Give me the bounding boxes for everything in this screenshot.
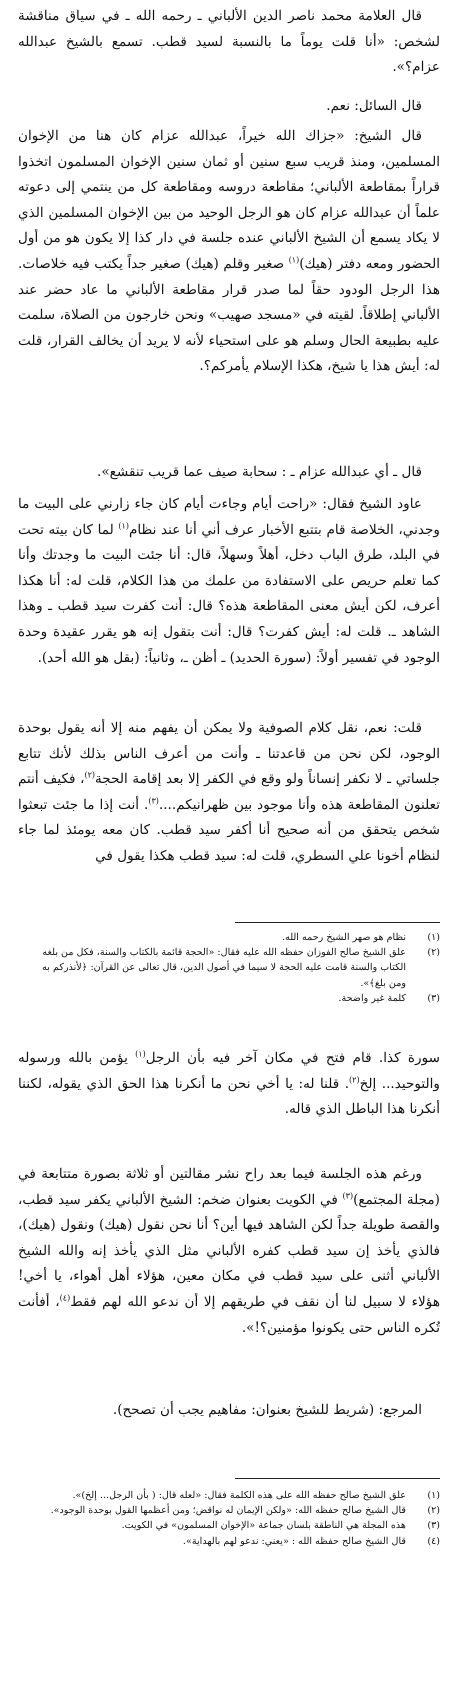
footnote-number: (٣) <box>427 1520 440 1532</box>
footnote-item <box>18 930 440 945</box>
footnote-text: كلمة غير واضحة. <box>338 992 406 1004</box>
footnotes-part2 <box>18 1488 440 1549</box>
sheikh-paragraph-1-text-cont: صغير وقلم (هيك) صغير جداً يكتب فيه خلاصات. هذا الرجل الودود حقاً لما صدر قرار مقاطعة الألباني ما عاد حضر عند الألباني إطلاقاً. لقيته في «مسجد صهيب» ونحن خارجون من الصلاة، سلمت عليه بطبيعة الحال وسلم هو على استحياء لأنه لا يريد أن يخالف القرار، قلت له: أيش هذا يا شيخ، هكذا الإسلام يأمركم؟. <box>18 255 440 375</box>
footnote-number: (٣) <box>427 992 440 1004</box>
footnote-marker: (٢) <box>349 1075 360 1085</box>
footnote-divider <box>235 922 440 923</box>
footnote-number: (١) <box>427 1490 440 1501</box>
footnote-item <box>18 1503 440 1518</box>
continuation-text-cont: يؤمن بالله ورسوله والتوحيد... إلخ <box>18 1050 440 1092</box>
footnote-text: علق الشيخ صالح حفظه الله على هذه الكلمة فقال: «لعله قال: ( بأن الرجل... إلخ)». <box>72 1490 406 1501</box>
continuation-paragraph <box>18 1046 440 1123</box>
footnote-item <box>18 1488 440 1503</box>
asker-reply-text: قال السائل: نعم. <box>326 98 422 114</box>
footnote-number: (٤) <box>427 1535 440 1547</box>
footnote-marker: (١) <box>118 521 129 531</box>
sheikh-paragraph-1-text: قال الشيخ: «جزاك الله خيراً، عبدالله عزام كان هنا من الإخوان المسلمين، ومنذ قريب سبع سنين أو ثمان سنين الإخوان المسلمون اتخذوا قراراً بمقاطعة الألباني؛ مقاطعة دروسه ومقاطعة كل من ينتمي إلى دعوته علماً أن عبدالله عزام كان هو الرجل الوحيد من بين الإخوان المسلمين الذي لا يكاد يسمع أن الشيخ الألباني عنده جلسة في دار كذا إلا يكون هو من أول الحضور ومعه دفتر (هيك) <box>18 128 440 272</box>
footnote-text: علق الشيخ صالح الفوزان حفظه الله عليه فقال: «الحجة قائمة بالكتاب والسنة، فكل من بلغه الكتاب والسنة قامت عليه الحجة لا سيما في أصول الدين، قال تعالى عن القرآن: ﴿لأنذركم به ومن بلغ﴾». <box>42 947 406 989</box>
intro-paragraph <box>18 4 440 81</box>
footnote-marker: (١) <box>288 255 300 265</box>
sheikh-paragraph-2-text-cont: لما كان بيته تحت في البلد، طرق الباب دخل، أهلاً وسهلاً، قال: أنا جئت البيت ما وجدتك وأنا كما تعلم حريص على الاستفادة من علمك من هذا الكلام، قلت له: أنا هكذا أعرف، لكن أيش معنى المقاطعة هذه؟ قال: أنت كفرت سيد قطب ـ وهذا الشاهد ـ. قلت له: أيش كفرت؟ قال: أنت بتقول إنه هو يقرر عقيدة وحدة الوجود في تفسير أولاً: (سورة الحديد) ـ أظن ـ، وثانياً: (بقل هو الله أحد). <box>18 521 440 666</box>
footnote-text: هذه المجلة هي الناطقة بلسان جماعة «الإخوان المسلمون» في الكويت. <box>121 1520 406 1532</box>
sheikh-paragraph-1 <box>18 124 440 380</box>
magazine-paragraph <box>18 1162 440 1341</box>
footnote-marker: (٢) <box>84 770 96 780</box>
footnotes-part1 <box>18 930 440 1006</box>
footnote-item <box>18 1518 440 1533</box>
azzam-reply-text: قال ـ أي عبدالله عزام ـ : سحابة صيف عما قريب تنقشع». <box>97 464 422 480</box>
footnote-number: (٢) <box>427 947 440 959</box>
footnote-item <box>18 945 440 991</box>
sheikh-paragraph-2 <box>18 492 440 671</box>
footnote-text: نظام هو صهر الشيخ رحمه الله. <box>282 932 406 943</box>
sheikh-paragraph-3-text: قلت: نعم، نقل كلام الصوفية ولا يمكن أن يفهم منه إلا أنه يقول بوحدة الوجود، لكن نحن من قاعدتنا ـ وأنت من أعرف الناس بذلك لأنك تتابع جلساتي ـ لا نكفر إنساناً ولو وقع في الكفر إلا بعد إقامة الحجة <box>18 720 440 788</box>
magazine-paragraph-text: ورغم هذه الجلسة فيما بعد راح نشر مقالتين أو ثلاثة بصورة متتابعة في (مجلة المجتمع) <box>18 1166 440 1208</box>
footnote-marker: (١) <box>135 1049 146 1059</box>
magazine-paragraph-text-cont: في الكويت بعنوان ضخم: الشيخ الألباني يكفر سيد قطب، والقصة طويلة جداً لكن الشاهد فيها أين؟ أنا نحن نقول (هيك) ونقول (هيك)، فالذي يأخذ إن سيد قطب كفره الألباني مثل الذي يأخذ إنه والله الشيخ الألباني أثنى على سيد قطب في مكان معين، هؤلاء أهل أهواء، يا أخي! هؤلاء لا سبيل لنا أن نقف في طريقهم إلا أن ندعو الله لهم فقط <box>18 1191 440 1310</box>
footnote-number: (٢) <box>427 1505 440 1517</box>
footnote-divider <box>235 1478 440 1479</box>
sheikh-paragraph-2-text: عاود الشيخ فقال: «راحت أيام وجاءت أيام كان جاء زارني على البيت ما وجدني، الخلاصة قام بتتبع الأخبار عرف أني أنا عند نظام <box>18 496 440 538</box>
magazine-paragraph-text-end: ، أفأنت تُكره الناس حتى يكونوا مؤمنين؟!». <box>18 1293 440 1336</box>
sheikh-paragraph-3-text-cont: ، فكيف أنتم تعلنون المقاطعة هذه وأنا موجود بين ظهرانيكم.... <box>18 771 440 813</box>
footnote-marker: (٣) <box>148 796 159 806</box>
sheikh-paragraph-3 <box>18 716 440 870</box>
azzam-reply <box>18 460 440 486</box>
footnote-item <box>18 1534 440 1549</box>
footnote-text: قال الشيخ صالح حفظه الله: «ولكن الإيمان له نواقض؛ ومن أعظمها القول بوحدة الوجود». <box>50 1505 406 1517</box>
continuation-text: سورة كذا. قام فتح في مكان آخر فيه بأن الرجل <box>145 1050 440 1066</box>
footnote-number: (١) <box>427 932 440 943</box>
reference-text: المرجع: (شريط للشيخ بعنوان: مفاهيم يجب أن تصحح). <box>112 1402 422 1418</box>
reference-line <box>18 1398 440 1424</box>
footnote-marker: (٣) <box>342 1191 354 1201</box>
asker-reply <box>18 94 440 120</box>
intro-text: قال العلامة محمد ناصر الدين الألباني ـ رحمه الله ـ في سياق مناقشة لشخص: «أنا قلت يوماً ما بالنسبة لسيد قطب. تسمع بالشيخ عبدالله عزام؟». <box>18 8 440 76</box>
footnote-marker: (٤) <box>59 1293 71 1303</box>
footnote-item <box>18 991 440 1006</box>
continuation-text-end: . قلنا له: يا أخي نحن ما أنكرنا هذا الحق الذي يقوله، لكننا أنكرنا هذا الباطل الذي قاله. <box>18 1075 440 1118</box>
footnote-text: قال الشيخ صالح حفظه الله : «يعني: ندعو لهم بالهداية». <box>182 1535 406 1547</box>
sheikh-paragraph-3-text-end: . أنت إذا ما جئت تبعثوا شخص يتحقق من أنه صحيح أنا أكفر سيد قطب. كان معه يومئذ لما جاء لنظام أخونا علي السطري، قلت له: سيد قطب هكذا يقول في <box>18 796 440 864</box>
